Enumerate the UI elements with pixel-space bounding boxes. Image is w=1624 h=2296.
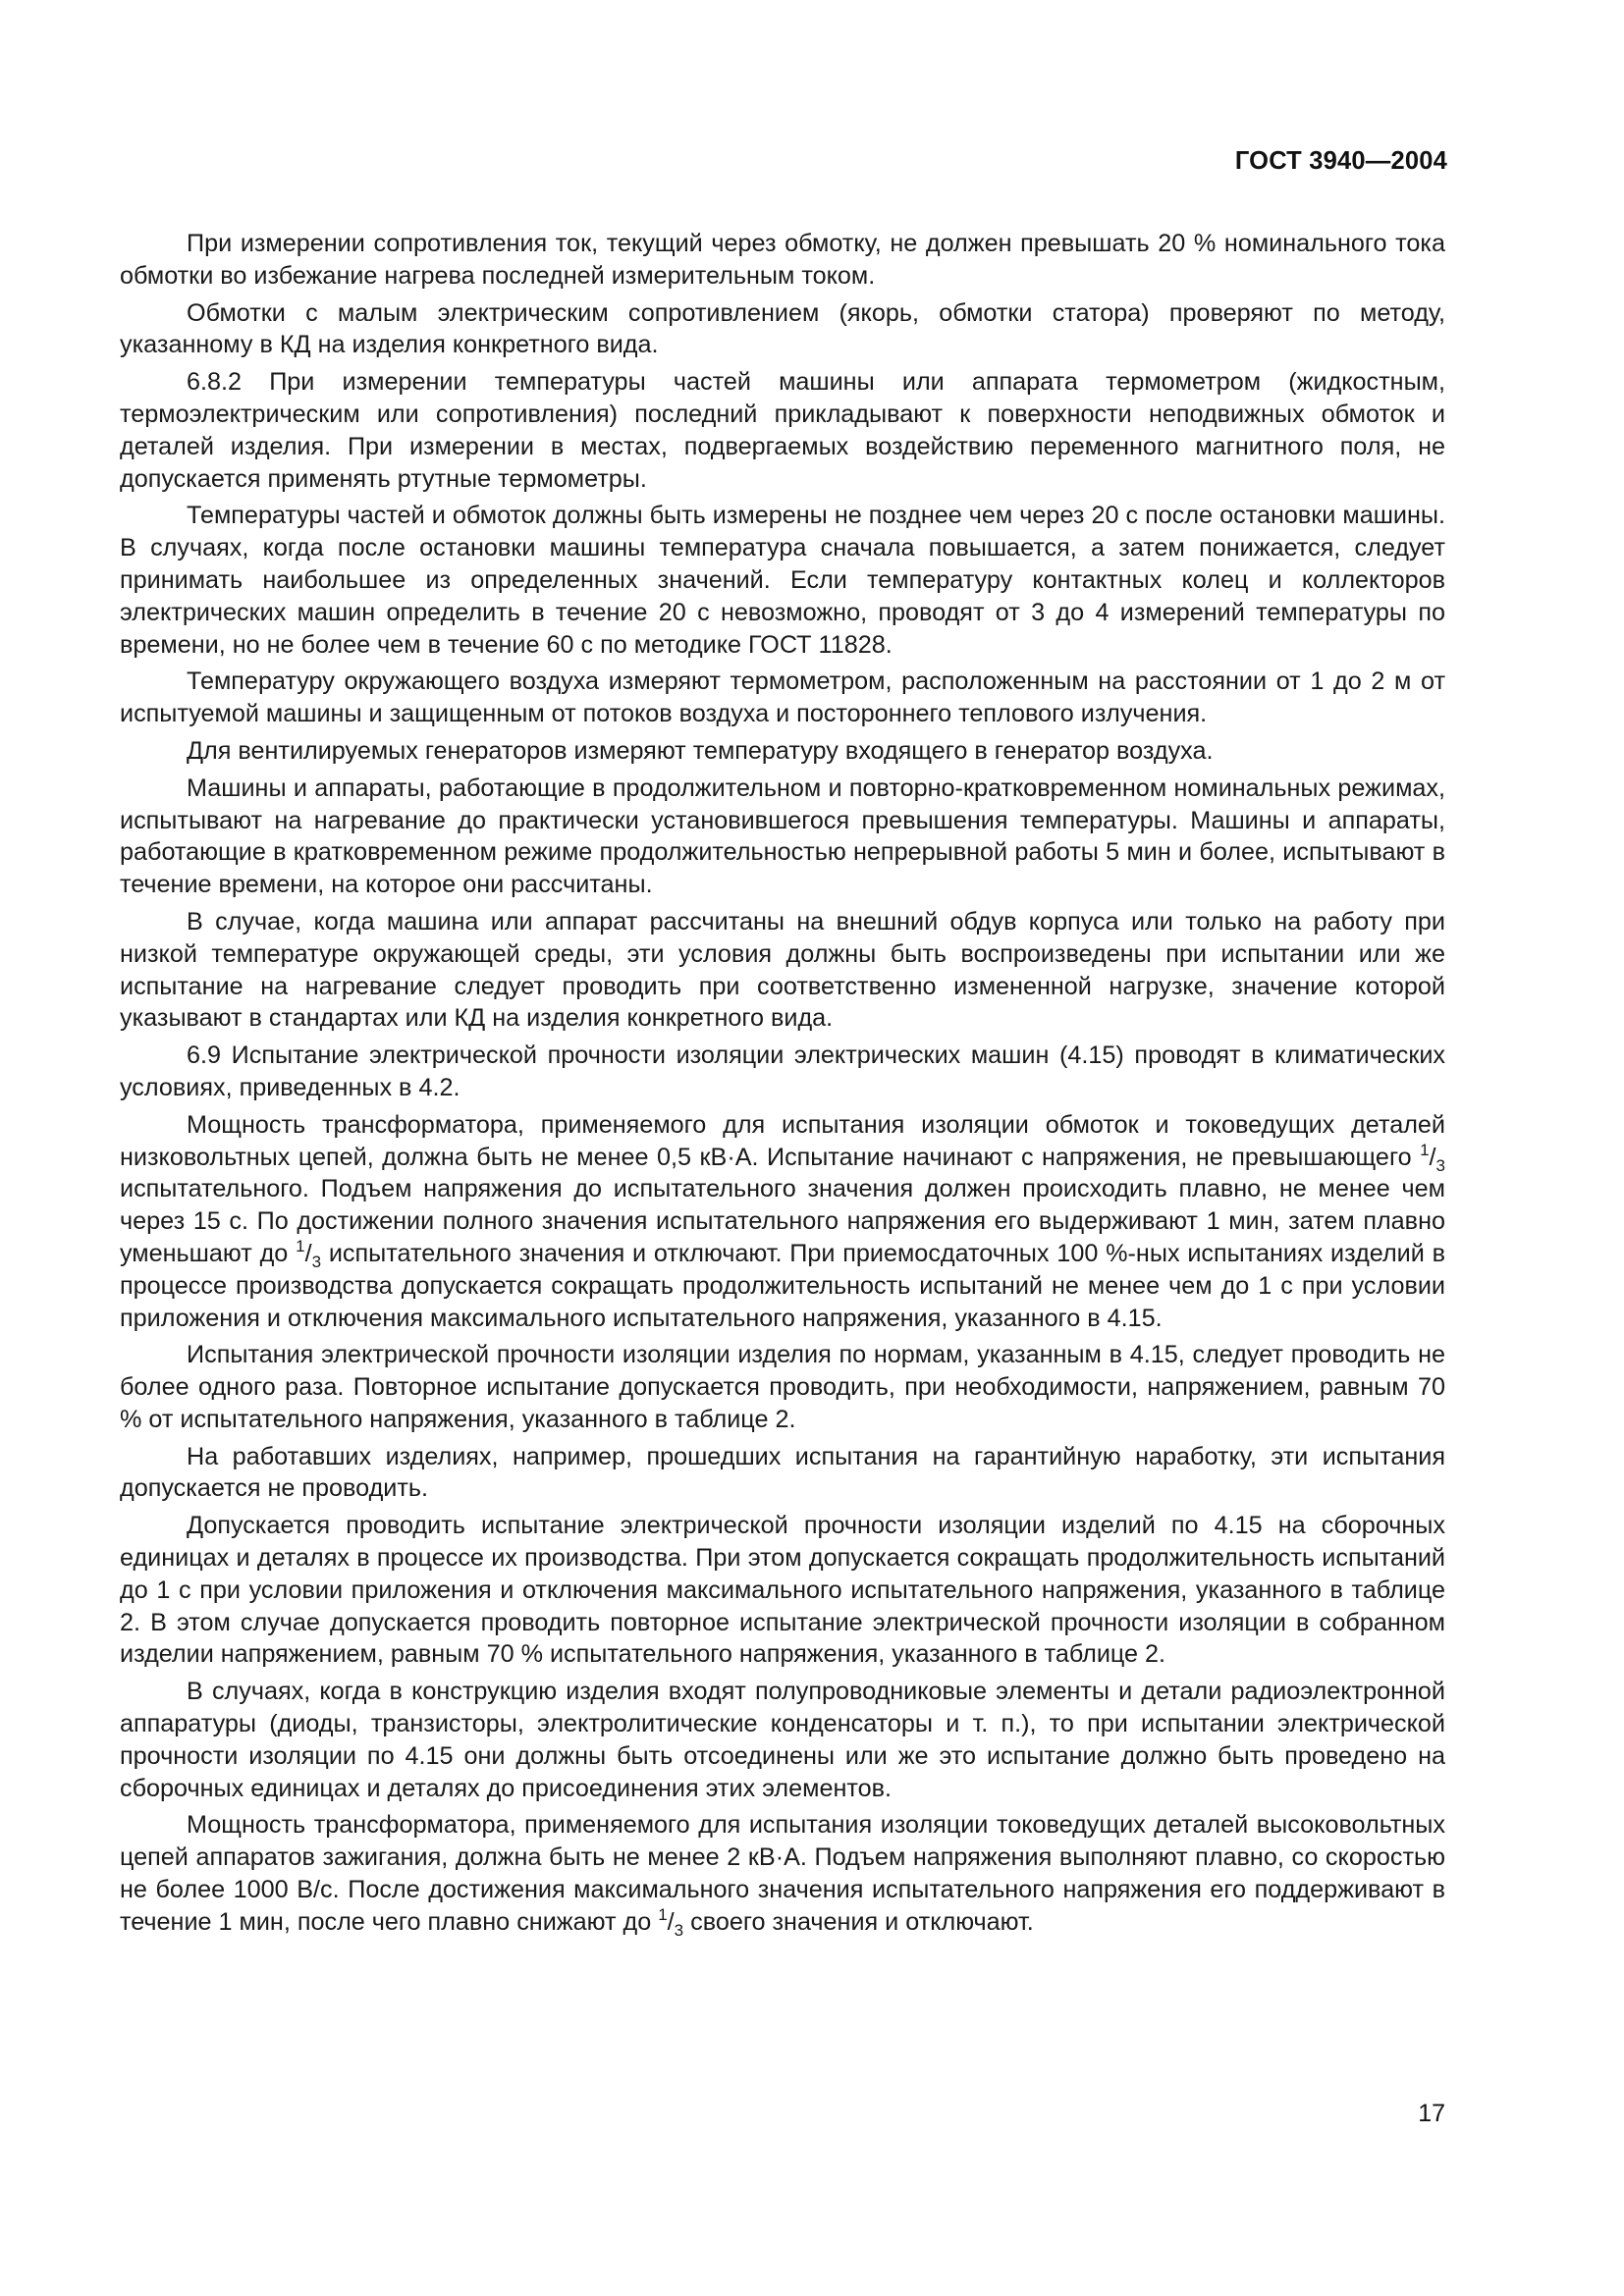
paragraph: 6.9 Испытание электрической прочности изоляции электрических машин (4.15) проводят в климатических условиях, приведенных в 4.2. [120, 1041, 1445, 1101]
paragraph: На работавших изделиях, например, прошедших испытания на гарантийную наработку, эти испытания допускается не проводить. [120, 1442, 1445, 1503]
paragraph: Температуру окружающего воздуха измеряют термометром, расположенным на расстоянии от 1 до 2 м от испытуемой машины и защищенным от потоков воздуха и постороннего теплового излучения. [120, 667, 1445, 728]
fraction-one-third: $^1/_3$ [1420, 1140, 1445, 1175]
paragraph-transformer-low-voltage [120, 1109, 1445, 1335]
paragraph: 6.8.2 При измерении температуры частей машины или аппарата термометром (жидкостным, термоэлектрическим или сопротивления) последний прикладывают к поверхности неподвижных обмоток и деталей изделия. При измерении в местах, подвергаемых воздействию переменного магнитного поля, не допускается применять ртутные термометры. [120, 368, 1445, 493]
paragraph: Для вентилируемых генераторов измеряют температуру входящего в генератор воздуха. [187, 736, 1214, 765]
paragraph: В случаях, когда в конструкцию изделия входят полупроводниковые элементы и детали радиоэлектронной аппаратуры (диоды, транзисторы, электролитические конденсаторы и т. п.), то при испытании электрической прочности изоляции по 4.15 они должны быть отсоединены или же это испытание должно быть проведено на сборочных единицах и деталях до присоединения этих элементов. [120, 1678, 1445, 1802]
document-header: ГОСТ 3940—2004 [1234, 147, 1447, 175]
text-segment: Мощность трансформатора, применяемого для испытания изоляции токоведущих деталей высоковольтных цепей аппаратов зажигания, должна быть не менее 2 кВ·А. Подъем напряжения выполняют плавно, со скоростью не более 1000 В/с. После достижения максимального значения испытательного напряжения его поддерживают в течение 1 мин, после чего плавно снижают до [120, 1811, 1445, 1936]
page-number: 17 [1418, 2100, 1445, 2127]
paragraph: Испытания электрической прочности изоляции изделия по нормам, указанным в 4.15, следует проводить не более одного раза. Повторное испытание допускается проводить, при необходимости, напряжением, равным 70 % от испытательного напряжения, указанного в таблице 2. [120, 1341, 1445, 1433]
text-segment: испытательного значения и отключают. При приемосдаточных 100 %-ных испытаниях изделий в процессе производства допускается сокращать продолжительность испытаний не менее чем до 1 с при условии приложения и отключения максимального испытательного напряжения, указанного в 4.15. [120, 1239, 1445, 1332]
paragraph-transformer-high-voltage [120, 1809, 1445, 1938]
body-text [120, 228, 1445, 1944]
fraction-one-third: $^1/_3$ [658, 1904, 684, 1940]
text-segment: своего значения и отключают. [683, 1907, 1034, 1936]
paragraph: Допускается проводить испытание электрической прочности изоляции изделий по 4.15 на сборочных единицах и деталях в процессе их производства. При этом допускается сокращать продолжительность испытаний до 1 с при условии приложения и отключения максимального испытательного напряжения, указанного в таблице 2. В этом случае допускается проводить повторное испытание электрической прочности изоляции в собранном изделии напряжением, равным 70 % испытательного напряжения, указанного в таблице 2. [120, 1512, 1445, 1669]
paragraph: При измерении сопротивления ток, текущий через обмотку, не должен превышать 20 % номинального тока обмотки во избежание нагрева последней измерительным током. [120, 230, 1445, 290]
paragraph: Машины и аппараты, работающие в продолжительном и повторно-кратковременном номинальных режимах, испытывают на нагревание до практически установившегося превышения температуры. Машины и аппараты, работающие в кратковременном режиме продолжительностью непрерывной работы 5 мин и более, испытывают в течение времени, на которое они рассчитаны. [120, 774, 1445, 899]
text-segment: испытательного. Подъем напряжения до испытательного значения должен происходить плавно, не менее чем через 15 с. По достижении полного значения испытательного напряжения его выдерживают 1 мин, затем плавно уменьшают до [120, 1175, 1445, 1267]
paragraph: Температуры частей и обмоток должны быть измерены не позднее чем через 20 с после остановки машины. В случаях, когда после остановки машины температура сначала повышается, а затем понижается, следует принимать наибольшее из определенных значений. Если температуру контактных колец и коллекторов электрических машин определить в течение 20 с невозможно, проводят от 3 до 4 измерений температуры по времени, но не более чем в течение 60 с по методике ГОСТ 11828. [120, 502, 1445, 659]
paragraph: В случае, когда машина или аппарат рассчитаны на внешний обдув корпуса или только на работу при низкой температуре окружающей среды, эти условия должны быть воспроизведены при испытании или же испытание на нагревание следует проводить при соответственно измененной нагрузке, значение которой указывают в стандартах или КД на изделия конкретного вида. [120, 907, 1445, 1033]
text-segment: Мощность трансформатора, применяемого для испытания изоляции обмоток и токоведущих деталей низковольтных цепей, должна быть не менее 0,5 кВ·А. Испытание начинают с напряжения, не превышающего [120, 1110, 1445, 1171]
fraction-one-third: $^1/_3$ [296, 1236, 322, 1271]
paragraph: Обмотки с малым электрическим сопротивлением (якорь, обмотки статора) проверяют по методу, указанному в КД на изделия конкретного вида. [120, 298, 1445, 359]
